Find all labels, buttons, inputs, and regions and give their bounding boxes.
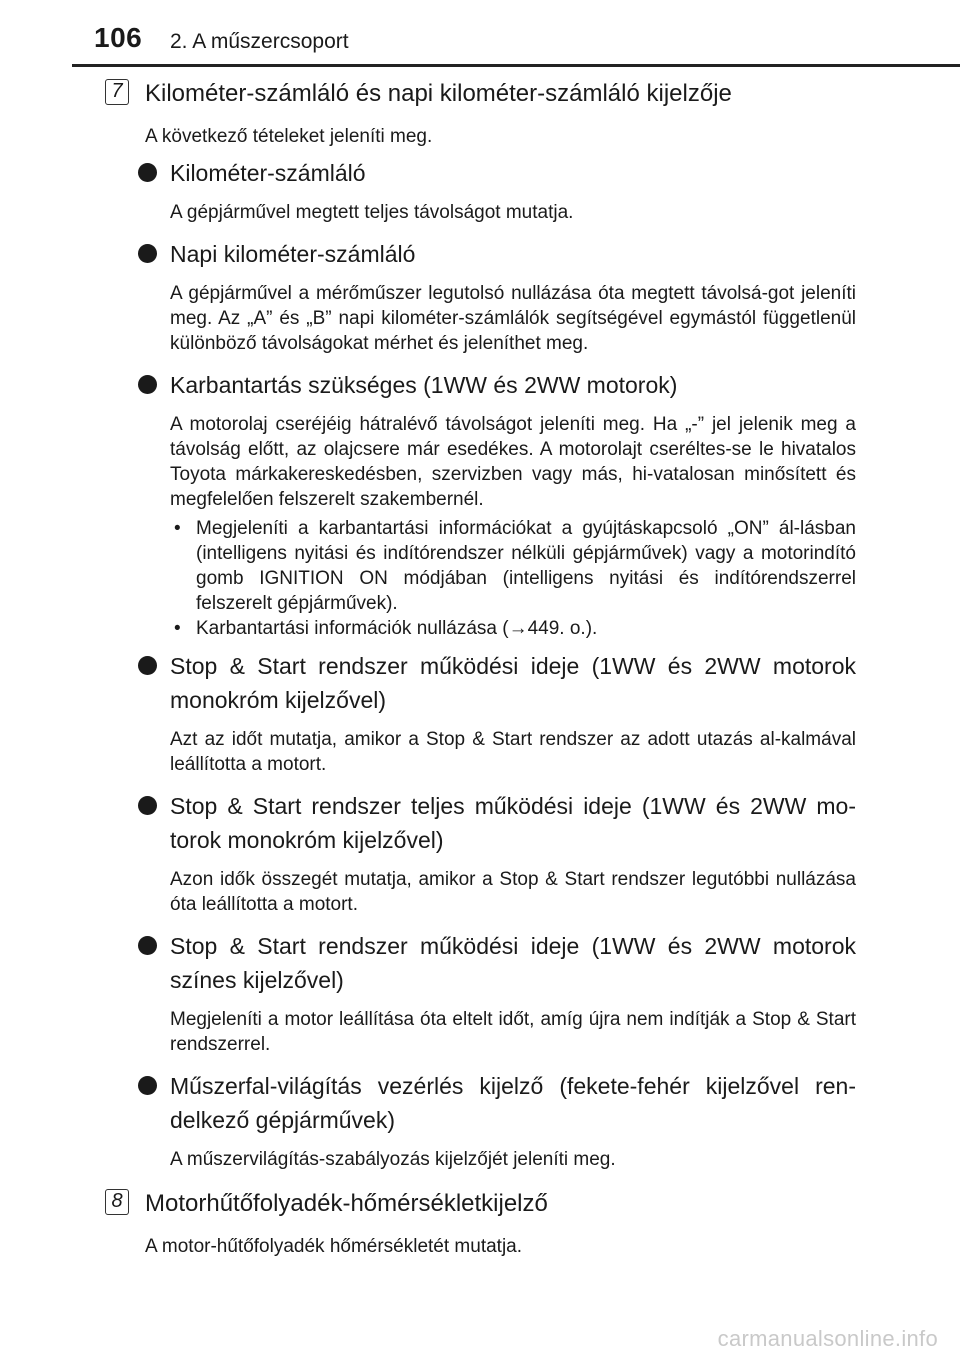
item-7-title: Kilométer-számláló és napi kilométer-számláló kijelzője: [145, 80, 732, 107]
bullet-dot-icon: [138, 1076, 157, 1095]
bullet-dot-icon: [138, 163, 157, 182]
bullet-heading-text: Kilométer-számláló: [170, 160, 366, 186]
page-content: [0, 78, 960, 1266]
bullet-body: A motorolaj cseréjéig hátralévő távolságot jeleníti meg. Ha „-” jel jelenik meg a távolság előtt, az olajcsere már esedékes. A motorolajt cseréltes-se le hivatalos Toyota márkakereskedésben, szervizben vagy más, hi-vatalosan minősített és megfelelően felszerelt szakembernél.: [170, 414, 856, 510]
bullet-heading: [170, 237, 856, 281]
list-item-text: Karbantartási információk nullázása (→449. o.).: [196, 618, 598, 639]
bullet-dot-icon: [138, 244, 157, 263]
bullet-body: A műszervilágítás-szabályozás kijelzőjét jeleníti meg.: [170, 1149, 616, 1170]
bullet-body: Azt az időt mutatja, amikor a Stop & Start rendszer az adott utazás al-kalmával leállította a motort.: [170, 729, 856, 775]
header-divider: [72, 64, 960, 67]
list-item: [170, 516, 856, 616]
list-item-text: Megjeleníti a karbantartási információkat a gyújtáskapcsoló „ON” ál-lásban (intelligens nyitási és indítórendszer nélküli gépjárművek) vagy a motorindító gomb IGNITION ON módjában (intelligens nyitási és indítórendszerrel felszerelt gépjárművek).: [196, 518, 856, 614]
bullet-heading-text: Műszerfal-világítás vezérlés kijelző (fekete-fehér kijelzővel ren-delkező gépjárművek): [170, 1073, 856, 1133]
bullet-heading-text: Karbantartás szükséges (1WW és 2WW motorok): [170, 372, 678, 398]
bullet-heading: [170, 649, 856, 727]
bullet-body: A gépjárművel megtett teljes távolságot mutatja.: [170, 202, 574, 223]
page-header: [0, 0, 960, 68]
item-7-marker: 7: [105, 79, 129, 105]
bullet-heading-text: Stop & Start rendszer működési ideje (1WW és 2WW motorok színes kijelzővel): [170, 933, 856, 993]
watermark: carmanualsonline.info: [717, 1326, 938, 1351]
bullet-heading: [170, 929, 856, 1007]
item-8-heading: [111, 1188, 857, 1234]
item-7-intro: A következő tételeket jeleníti meg.: [145, 126, 433, 147]
bullet-heading: [170, 789, 856, 867]
small-bullet-icon: •: [174, 518, 181, 539]
small-bullet-icon: •: [174, 618, 181, 639]
item-7-heading: [111, 78, 857, 124]
bullet-heading-text: Stop & Start rendszer működési ideje (1WW és 2WW motorok monokróm kijelzővel): [170, 653, 856, 713]
page-number: 106: [94, 22, 143, 53]
bullet-dot-icon: [138, 796, 157, 815]
bullet-heading-text: Stop & Start rendszer teljes működési ideje (1WW és 2WW mo-torok monokróm kijelzővel): [170, 793, 856, 853]
list-item: [170, 616, 856, 641]
bullet-dot-icon: [138, 936, 157, 955]
bullet-body: Megjeleníti a motor leállítása óta eltelt időt, amíg újra nem indítják a Stop & Start rendszerrel.: [170, 1009, 856, 1055]
bullet-body: A gépjárművel a mérőműszer legutolsó nullázása óta megtett távolsá-got jeleníti meg. Az „A” és „B” napi kilométer-számlálók segítségével egymástól függetlenül különböző távolságokat mérhet és jeleníthet meg.: [170, 283, 856, 354]
item-8-marker: 8: [105, 1189, 129, 1215]
bullet-dot-icon: [138, 656, 157, 675]
bullet-body: Azon idők összegét mutatja, amikor a Stop & Start rendszer legutóbbi nullázása óta leállította a motort.: [170, 869, 856, 915]
bullet-heading: [170, 1069, 856, 1147]
chapter-title: 2. A műszercsoport: [170, 30, 349, 53]
item-8-intro: A motor-hűtőfolyadék hőmérsékletét mutatja.: [145, 1236, 523, 1257]
bullet-heading-text: Napi kilométer-számláló: [170, 241, 416, 267]
bullet-heading: [170, 156, 856, 200]
item-8-title: Motorhűtőfolyadék-hőmérsékletkijelző: [145, 1190, 548, 1217]
bullet-heading: [170, 368, 856, 412]
bullet-dot-icon: [138, 375, 157, 394]
sub-list: [170, 516, 856, 649]
